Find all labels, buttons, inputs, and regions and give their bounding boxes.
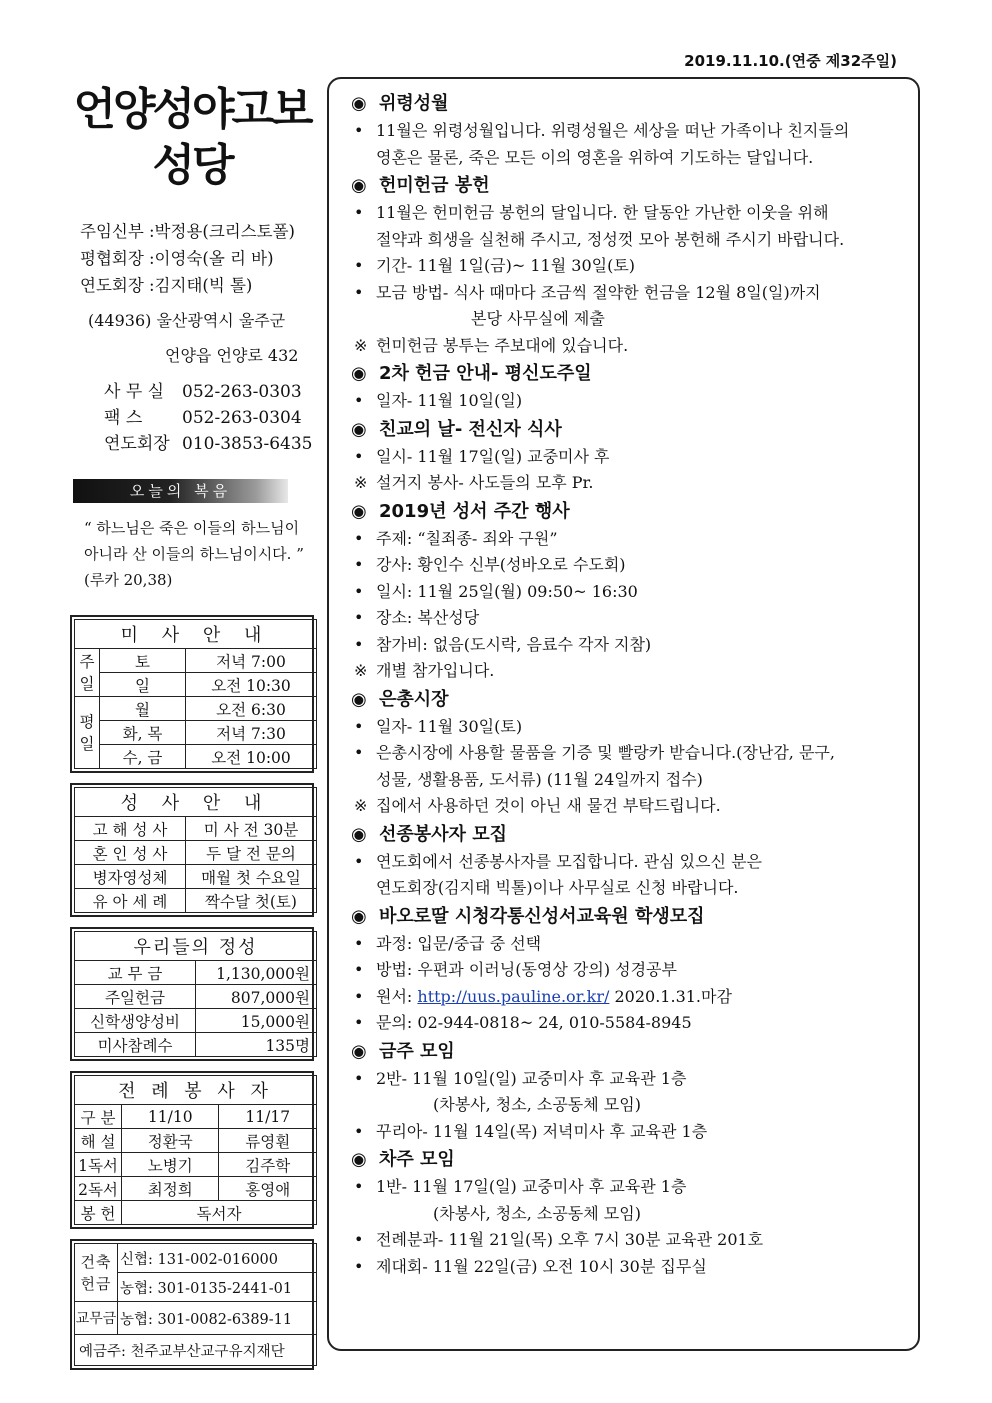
announcement-line [351, 849, 911, 876]
bullet-icon: • [354, 608, 364, 627]
announcement-line [351, 740, 911, 767]
announcement-text: 전례분과- 11월 21일(목) 오후 7시 30분 교육관 201호 [376, 1230, 764, 1249]
section-title: 친교의 날- 전신자 식사 [379, 418, 562, 440]
gospel-heading: 오늘의 복음 [73, 479, 288, 503]
section-heading [351, 89, 911, 118]
section-heading [351, 902, 911, 931]
announcement-line [351, 1010, 911, 1037]
bullet-icon: • [354, 1256, 364, 1276]
mass-day: 월 [100, 697, 186, 721]
address-line1: (44936) 울산광역시 울주군 [88, 311, 286, 330]
server-role: 2독서 [75, 1177, 122, 1201]
server-role: 1독서 [75, 1153, 122, 1177]
sacraments-title: 성 사 안 내 [75, 788, 317, 817]
announcement-line [351, 984, 911, 1011]
section-title: 2차 헌금 안내- 평신도주일 [379, 363, 592, 384]
server-name: 정환국 [122, 1129, 219, 1153]
bullet-icon: • [354, 282, 364, 302]
announcement-line [351, 200, 911, 227]
announcement-line [351, 306, 911, 333]
bullet-icon: • [354, 555, 364, 574]
sacrament-name: 유 아 세 례 [75, 889, 186, 913]
mass-time: 오전 10:00 [186, 745, 317, 769]
bullet-icon: • [354, 528, 364, 548]
announcement-line [351, 931, 911, 958]
building-fund-label: 건축헌금 [75, 1244, 118, 1302]
server-role: 봉 헌 [75, 1201, 122, 1225]
server-name: 최정희 [122, 1177, 219, 1201]
section-bullet-icon: ◉ [351, 688, 367, 710]
accounts-table [74, 1243, 317, 1366]
announcement-line [351, 526, 911, 553]
announcement-line [351, 957, 911, 984]
announcement-text: 주제: “칠죄종- 죄와 구원” [376, 528, 558, 548]
announcement-line [351, 1174, 911, 1201]
section-heading [351, 685, 911, 714]
announcement-text: 은총시장에 사용할 물품을 기증 및 빨랑카 받습니다.(장난감, 문구, [376, 743, 835, 762]
announcement-line [351, 470, 911, 497]
bullet-icon: • [354, 581, 364, 601]
announcement-text: 본당 사무실에 제출 [471, 309, 605, 328]
announcement-line [351, 605, 911, 632]
servers-box [70, 1071, 314, 1229]
tuition-label: 교무금 [75, 1302, 118, 1335]
server-name: 홍영애 [219, 1177, 317, 1201]
offerings-table [74, 931, 317, 1057]
fax-label: 팩 스 [104, 408, 143, 428]
servers-header-date: 11/17 [219, 1105, 317, 1129]
section-title: 금주 모임 [379, 1040, 455, 1062]
parish-title [70, 82, 314, 194]
announcement-line [351, 388, 911, 415]
building-account: 신협: 131-002-016000 [118, 1244, 317, 1273]
server-name: 김주학 [219, 1153, 317, 1177]
offerings-title: 우리들의 정성 [75, 932, 317, 961]
mass-time: 오전 6:30 [186, 697, 317, 721]
bullet-icon: • [354, 986, 364, 1006]
section-bullet-icon: ◉ [351, 363, 367, 384]
mass-day: 화, 목 [100, 721, 186, 745]
announcement-line [351, 875, 911, 902]
bullet-icon: • [354, 1121, 364, 1141]
parish-title-line1: 언양성야고보 [73, 84, 311, 135]
announcement-line [351, 333, 911, 360]
announcement-text: 모금 방법- 식사 때마다 조금씩 절약한 헌금을 12월 8일(일)까지 [376, 282, 821, 302]
bullet-icon: • [354, 391, 364, 410]
offerings-box [70, 927, 314, 1061]
announcement-text: 강사: 황인수 신부(성바오로 수도회) [376, 555, 626, 574]
section-heading [351, 171, 911, 200]
section-title: 위령성월 [379, 93, 449, 114]
yeondo-phone [70, 431, 314, 457]
office-phone-label: 사 무 실 [104, 382, 165, 402]
announcement-text: 일시- 11월 17일(일) 교중미사 후 [376, 446, 610, 466]
section-heading [351, 1037, 911, 1066]
mass-schedule-title: 미 사 안 내 [75, 620, 317, 649]
server-offering-value: 독서자 [122, 1201, 317, 1225]
announcement-line [351, 1119, 911, 1146]
announcement-text: 장소: 복산성당 [376, 608, 480, 627]
sacrament-info: 두 달 전 문의 [186, 841, 317, 865]
section-title: 헌미헌금 봉헌 [379, 175, 490, 196]
announcement-text: 11월은 위령성월입니다. 위령성월은 세상을 떠난 가족이나 친지들의 [376, 121, 850, 140]
section-bullet-icon: ◉ [351, 500, 367, 522]
announcement-text: 연도회장(김지태 빅톨)이나 사무실로 신청 바랍니다. [376, 878, 739, 897]
section-bullet-icon: ◉ [351, 175, 367, 196]
section-heading [351, 1145, 911, 1174]
announcement-line [351, 227, 911, 254]
announcement-line [351, 632, 911, 659]
gospel-quote: “ 하느님은 죽은 이들의 하느님이 아니라 산 이들의 하느님이시다. ” (루카 20,38) [84, 519, 304, 589]
announcement-text: 집에서 사용하던 것이 아닌 새 물건 부탁드립니다. [376, 796, 721, 815]
offering-name: 미사참례수 [75, 1033, 196, 1057]
yeondo-president-info: 연도회장 :김지태(빅 톨) [80, 276, 253, 295]
sacrament-name: 고 해 성 사 [75, 817, 186, 841]
announcement-text: 연도회에서 선종봉사자를 모집합니다. 관심 있으신 분은 [376, 851, 763, 871]
address-line2: 언양읍 언양로 432 [165, 346, 299, 365]
mass-schedule-box [70, 615, 314, 773]
mass-day: 토 [100, 649, 186, 673]
building-account: 농협: 301-0135-2441-01 [118, 1273, 317, 1302]
announcement-text: 설거지 봉사- 사도들의 모후 Pr. [376, 473, 594, 492]
bullet-icon: • [354, 446, 364, 466]
sacrament-name: 병자영성체 [75, 865, 186, 889]
tuition-account: 농협: 301-0082-6389-11 [118, 1302, 317, 1335]
section-bullet-icon: ◉ [351, 1040, 367, 1062]
announcement-line [351, 253, 911, 280]
announcement-text: 절약과 희생을 실천해 주시고, 정성껏 모아 봉헌해 주시기 바랍니다. [376, 229, 845, 249]
note-mark-icon: ※ [354, 796, 368, 815]
announcement-text: 일자- 11월 10일(일) [376, 391, 523, 410]
bullet-icon: • [354, 1230, 364, 1249]
announcement-text: 기간- 11월 1일(금)~ 11월 30일(토) [376, 256, 636, 275]
announcement-line [351, 714, 911, 741]
announcement-text: 11월은 헌미헌금 봉헌의 달입니다. 한 달동안 가난한 이웃을 위해 [376, 203, 829, 222]
announcement-text: 헌미헌금 봉투는 주보대에 있습니다. [376, 335, 629, 355]
section-heading [351, 359, 911, 388]
offering-amount: 135명 [196, 1033, 317, 1057]
announcement-text: (차봉사, 청소, 소공동체 모임) [433, 1095, 641, 1114]
section-heading [351, 497, 911, 526]
announcement-text: 과정: 입문/중급 중 선택 [376, 933, 542, 953]
section-title: 선종봉사자 모집 [379, 823, 507, 845]
announcement-line [351, 1066, 911, 1093]
section-title: 차주 모임 [379, 1149, 455, 1170]
announcement-text: 영혼은 물론, 죽은 모든 이의 영혼을 위하여 기도하는 달입니다. [376, 147, 814, 167]
bullet-icon: • [354, 933, 364, 953]
section-bullet-icon: ◉ [351, 93, 367, 114]
announcement-line [351, 118, 911, 145]
council-president-info: 평협회장 :이영숙(올 리 바) [80, 249, 274, 268]
sacraments-box [70, 783, 314, 917]
announcement-line [351, 145, 911, 172]
announcement-text: 2020.1.31.마감 [609, 986, 732, 1006]
weekday-label: 평일 [75, 697, 100, 769]
offering-amount: 15,000원 [196, 1009, 317, 1033]
announcement-line [351, 280, 911, 307]
announcement-text: 성물, 생활용품, 도서류) (11월 24일까지 접수) [376, 769, 703, 789]
announcement-text: 방법: 우편과 이러닝(동영상 강의) 성경공부 [376, 960, 677, 979]
bullet-icon: • [354, 716, 364, 736]
bullet-icon: • [354, 1068, 364, 1088]
sacrament-info: 미 사 전 30분 [186, 817, 317, 841]
note-mark-icon: ※ [354, 661, 368, 680]
bullet-icon: • [354, 960, 364, 979]
announcement-line [351, 552, 911, 579]
announcement-line [351, 658, 911, 685]
announcement-text: (차봉사, 청소, 소공동체 모임) [433, 1203, 641, 1223]
server-role: 해 설 [75, 1129, 122, 1153]
server-name: 류영훤 [219, 1129, 317, 1153]
announcement-text: 문의: 02-944-0818~ 24, 010-5584-8945 [376, 1013, 692, 1032]
announcement-text: 제대회- 11월 22일(금) 오전 10시 30분 집무실 [376, 1256, 707, 1276]
announcement-text: 꾸리아- 11월 14일(목) 저녁미사 후 교육관 1층 [376, 1121, 708, 1141]
yeondo-phone-label: 연도회장 [104, 434, 170, 454]
sacrament-name: 혼 인 성 사 [75, 841, 186, 865]
accounts-box [70, 1239, 314, 1370]
section-title: 은총시장 [379, 688, 449, 710]
bullet-icon: • [354, 256, 364, 275]
office-phone [70, 379, 314, 405]
server-name: 노병기 [122, 1153, 219, 1177]
note-mark-icon: ※ [354, 335, 368, 355]
pastor-info: 주임신부 :박정용(크리스토폴) [80, 222, 295, 241]
section-title: 바오로딸 시청각통신성서교육원 학생모집 [379, 905, 705, 927]
announcement-line [351, 1201, 911, 1228]
bullet-icon: • [354, 121, 364, 140]
sacraments-table [74, 787, 317, 913]
bullet-icon: • [354, 203, 364, 222]
fax-number: 052-263-0304 [182, 408, 302, 428]
announcement-line [351, 793, 911, 820]
bullet-icon: • [354, 1177, 364, 1196]
mass-time: 오전 10:30 [186, 673, 317, 697]
office-phone-number: 052-263-0303 [182, 382, 302, 402]
bullet-icon: • [354, 743, 364, 762]
pauline-website-link[interactable]: http://uus.pauline.or.kr/ [417, 986, 610, 1006]
section-bullet-icon: ◉ [351, 905, 367, 927]
announcement-text: 2반- 11월 10일(일) 교중미사 후 교육관 1층 [376, 1068, 687, 1088]
section-bullet-icon: ◉ [351, 418, 367, 440]
section-title: 2019년 성서 주간 행사 [379, 500, 570, 522]
announcement-line [351, 1092, 911, 1119]
announcement-line [351, 1227, 911, 1254]
announcement-text: 1반- 11월 17일(일) 교중미사 후 교육관 1층 [376, 1177, 687, 1196]
offering-name: 교 무 금 [75, 961, 196, 985]
mass-schedule-table [74, 619, 317, 769]
announcement-text: 일자- 11월 30일(토) [376, 716, 523, 736]
bullet-icon: • [354, 1013, 364, 1032]
announcement-text: 원서: [376, 986, 418, 1006]
announcement-line [351, 579, 911, 606]
sunday-label: 주일 [75, 649, 100, 697]
mass-day: 일 [100, 673, 186, 697]
parish-title-line2: 성당 [152, 140, 232, 191]
section-bullet-icon: ◉ [351, 823, 367, 845]
announcement-line [351, 1254, 911, 1281]
announcement-line [351, 444, 911, 471]
note-mark-icon: ※ [354, 473, 368, 492]
bulletin-date: 2019.11.10.(연중 제32주일) [684, 52, 897, 70]
announcement-text: 참가비: 없음(도시락, 음료수 각자 지참) [376, 634, 652, 654]
announcements [351, 89, 911, 1280]
announcement-line [351, 767, 911, 794]
announcement-text: 개별 참가입니다. [376, 661, 495, 680]
parish-info [70, 218, 314, 457]
offering-amount: 807,000원 [196, 985, 317, 1009]
section-heading [351, 415, 911, 444]
announcement-text: 일시: 11월 25일(월) 09:50~ 16:30 [376, 581, 638, 601]
bullet-icon: • [354, 851, 364, 871]
servers-table [74, 1075, 317, 1225]
sacrament-info: 매월 첫 수요일 [186, 865, 317, 889]
servers-header-date: 11/10 [122, 1105, 219, 1129]
fax [70, 405, 314, 431]
section-heading [351, 820, 911, 849]
section-bullet-icon: ◉ [351, 1149, 367, 1170]
yeondo-phone-number: 010-3853-6435 [182, 434, 313, 454]
servers-title: 전 례 봉 사 자 [75, 1076, 317, 1105]
left-column [70, 80, 314, 1370]
sacrament-info: 짝수달 첫(토) [186, 889, 317, 913]
offering-name: 주일헌금 [75, 985, 196, 1009]
servers-header-role: 구 분 [75, 1105, 122, 1129]
mass-day: 수, 금 [100, 745, 186, 769]
offering-amount: 1,130,000원 [196, 961, 317, 985]
mass-time: 저녁 7:30 [186, 721, 317, 745]
account-holder: 예금주: 천주교부산교구유지재단 [75, 1335, 317, 1366]
offering-name: 신학생양성비 [75, 1009, 196, 1033]
bullet-icon: • [354, 634, 364, 654]
mass-time: 저녁 7:00 [186, 649, 317, 673]
